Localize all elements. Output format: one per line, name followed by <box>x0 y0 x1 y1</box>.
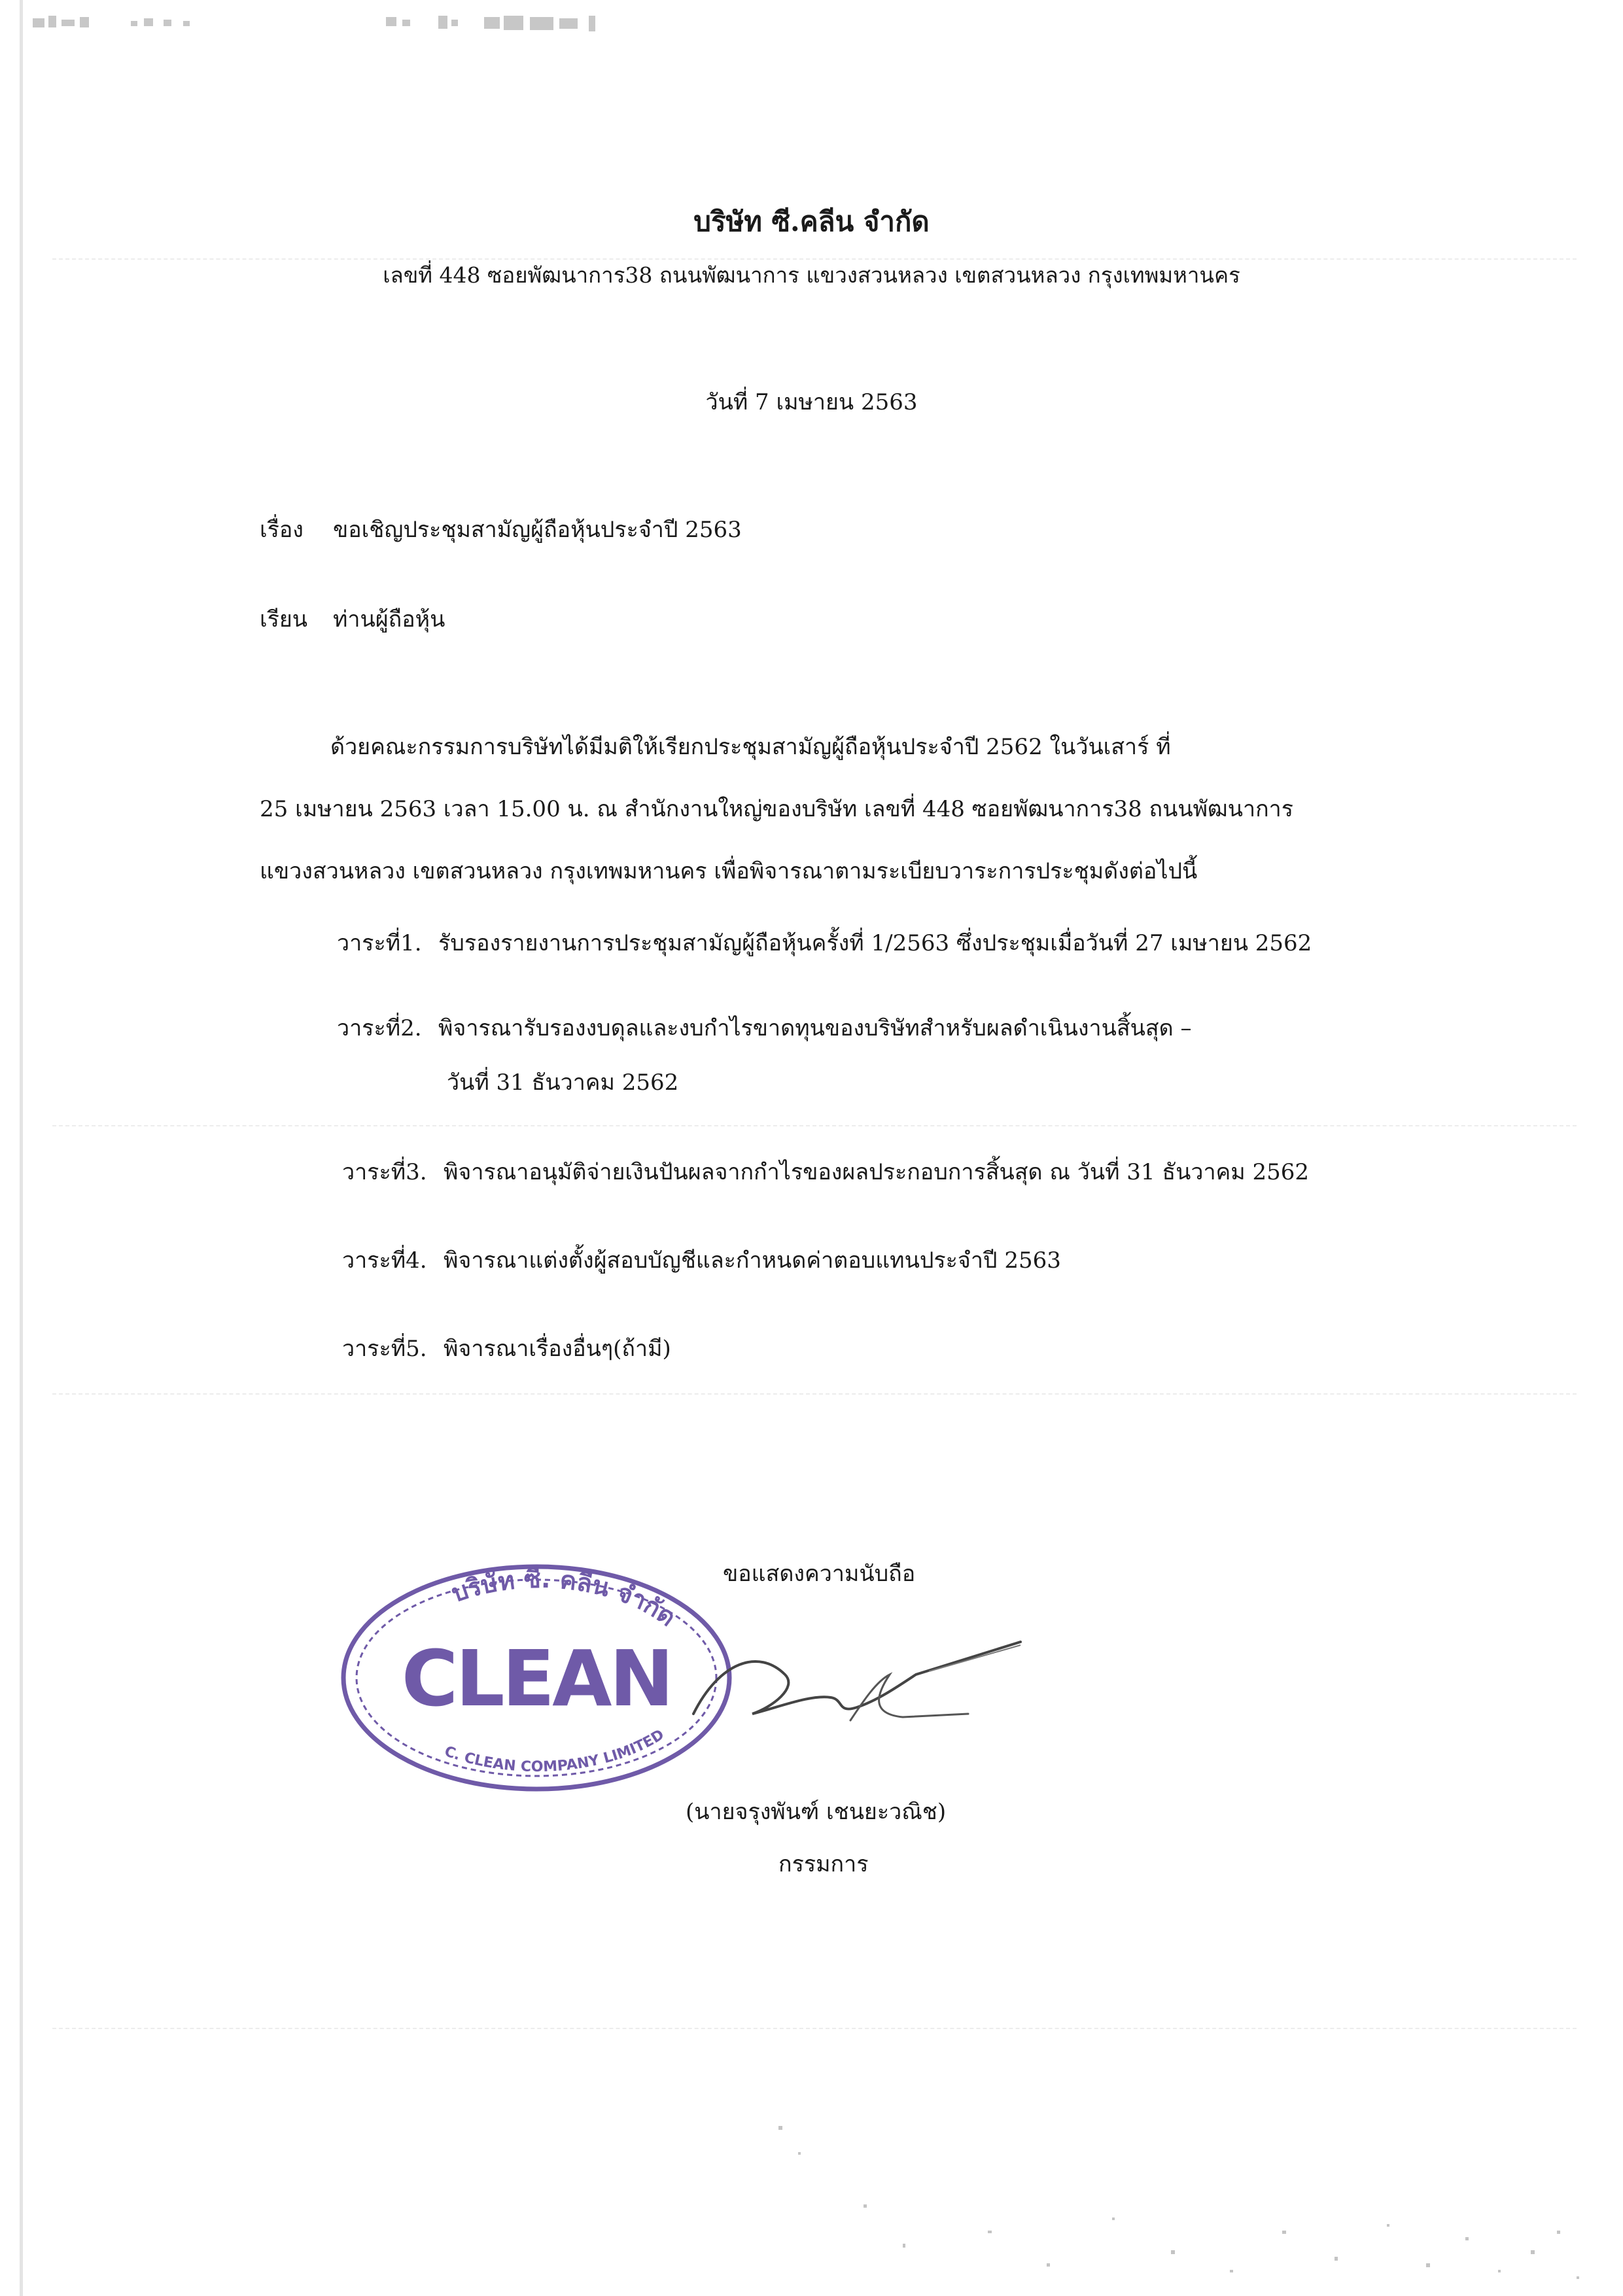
agenda-label: วาระที่1. <box>337 930 422 956</box>
signature <box>680 1635 1047 1753</box>
subject-label: เรื่อง <box>260 517 304 543</box>
agenda-label: วาระที่5. <box>342 1336 427 1362</box>
scan-rule <box>52 258 1577 260</box>
agenda-label: วาระที่4. <box>342 1247 427 1274</box>
body-paragraph <box>260 716 1346 903</box>
agenda-label: วาระที่3. <box>342 1159 427 1185</box>
scan-noise-bottom <box>772 2100 1596 2296</box>
agenda-item-5 <box>342 1338 671 1360</box>
scan-noise-top <box>33 12 720 38</box>
body-line: 25 เมษายน 2563 เวลา 15.00 น. ณ สำนักงานใหญ่ของบริษัท เลขที่ 448 ซอยพัฒนาการ38 ถนนพัฒนาการ <box>260 796 1294 822</box>
recipient-text: ท่านผู้ถือหุ้น <box>333 606 445 633</box>
agenda-item-4 <box>342 1249 1061 1272</box>
letter-date: วันที่ 7 เมษายน 2563 <box>705 389 918 415</box>
signer-title: กรรมการ <box>778 1851 869 1877</box>
agenda-item-2-continuation: วันที่ 31 ธันวาคม 2562 <box>447 1070 679 1096</box>
stamp-thai-name: บริษัท ซี. คลีน จำกัด <box>447 1564 682 1632</box>
recipient-label: เรียน <box>260 606 308 633</box>
closing-regards: ขอแสดงความนับถือ <box>723 1561 916 1587</box>
scan-rule <box>52 1393 1577 1395</box>
scan-page-edge <box>20 0 23 2296</box>
stamp-logo: CLEAN <box>401 1633 672 1724</box>
agenda-text: รับรองรายงานการประชุมสามัญผู้ถือหุ้นครั้งที่ 1/2563 ซึ่งประชุมเมื่อวันที่ 27 เมษายน 2562 <box>438 930 1312 956</box>
company-stamp <box>334 1560 739 1796</box>
company-address: เลขที่ 448 ซอยพัฒนาการ38 ถนนพัฒนาการ แขวงสวนหลวง เขตสวนหลวง กรุงเทพมหานคร <box>383 262 1240 288</box>
agenda-item-1 <box>337 932 1312 954</box>
scan-rule <box>52 1125 1577 1126</box>
subject-line <box>260 519 742 541</box>
agenda-text: พิจารณาเรื่องอื่นๆ(ถ้ามี) <box>444 1336 671 1362</box>
agenda-text: พิจารณารับรองงบดุลและงบกำไรขาดทุนของบริษัทสำหรับผลดำเนินงานสิ้นสุด – <box>438 1015 1192 1041</box>
agenda-item-3 <box>342 1161 1309 1183</box>
body-line: ด้วยคณะกรรมการบริษัทได้มีมติให้เรียกประชุมสามัญผู้ถือหุ้นประจำปี 2562 ในวันเสาร์ ที่ <box>330 734 1171 760</box>
subject-text: ขอเชิญประชุมสามัญผู้ถือหุ้นประจำปี 2563 <box>333 517 742 543</box>
agenda-text: พิจารณาแต่งตั้งผู้สอบบัญชีและกำหนดค่าตอบแทนประจำปี 2563 <box>444 1247 1061 1274</box>
scan-rule <box>52 2028 1577 2029</box>
signer-name: (นายจรุงพันฑ์ เชนยะวณิช) <box>686 1799 947 1825</box>
body-line: แขวงสวนหลวง เขตสวนหลวง กรุงเทพมหานคร เพื่อพิจารณาตามระเบียบวาระการประชุมดังต่อไปนี้ <box>260 858 1198 884</box>
svg-text:บริษัท ซี. คลีน จำกัด <box>448 1565 682 1632</box>
agenda-text: พิจารณาอนุมัติจ่ายเงินปันผลจากกำไรของผลประกอบการสิ้นสุด ณ วันที่ 31 ธันวาคม 2562 <box>444 1159 1310 1185</box>
agenda-label: วาระที่2. <box>337 1015 422 1041</box>
agenda-item-2 <box>337 1017 1191 1039</box>
stamp-english-name: C. CLEAN COMPANY LIMITED <box>442 1726 667 1775</box>
company-name: บริษัท ซี.คลีน จำกัด <box>693 205 930 237</box>
recipient-line <box>260 608 445 631</box>
svg-text:C. CLEAN COMPANY LIMITED <box>442 1726 667 1775</box>
